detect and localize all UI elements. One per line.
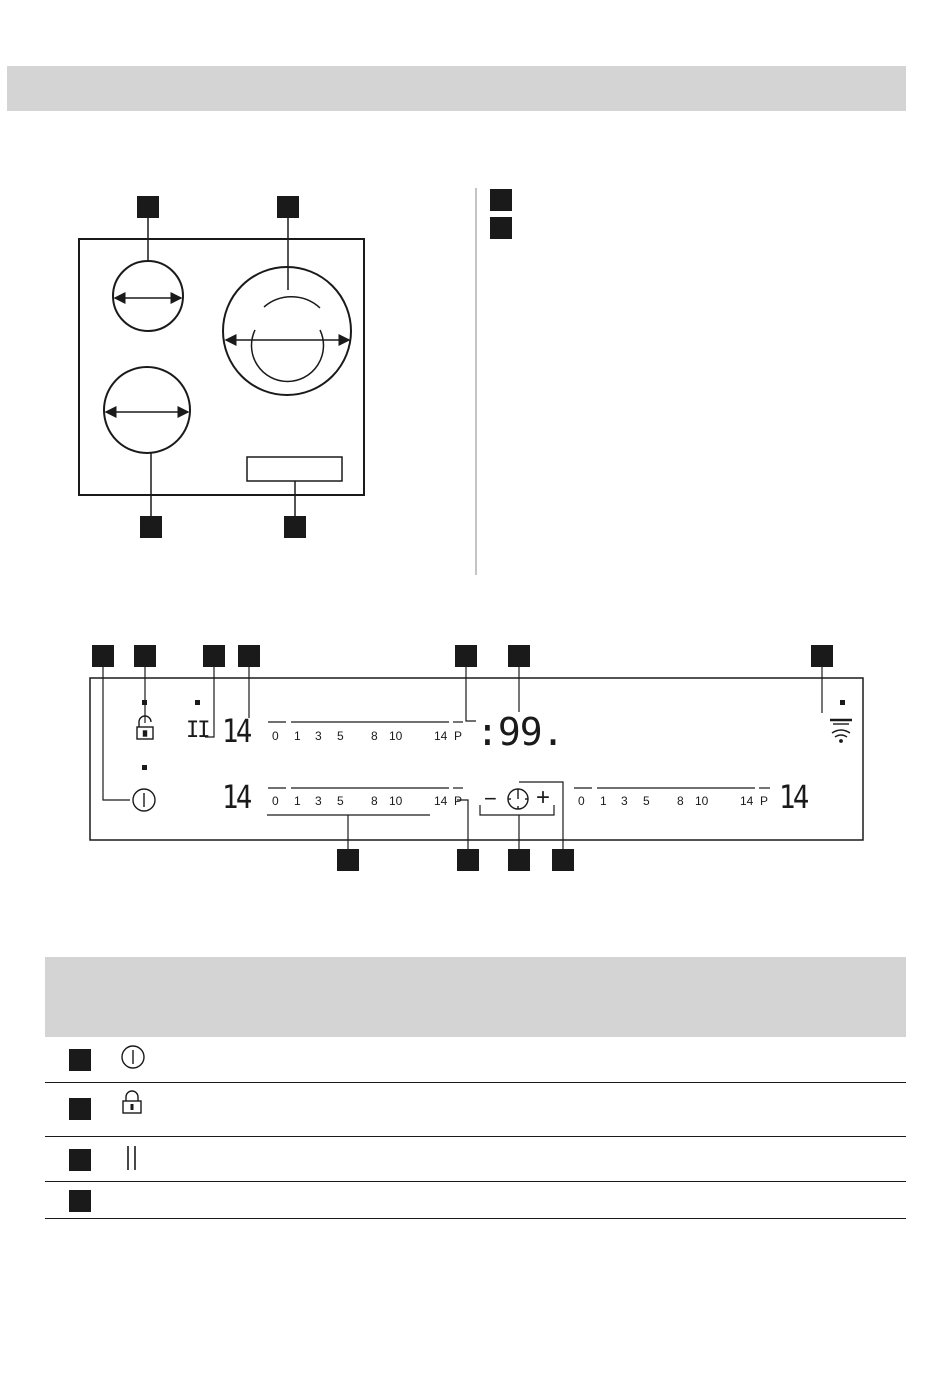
hob-to-hood-icon xyxy=(830,720,852,742)
table-header xyxy=(45,957,906,1037)
table-row xyxy=(45,1083,906,1137)
callout-badge-4 xyxy=(284,516,306,538)
panel-badge-7 xyxy=(811,645,833,667)
legend-badge-2 xyxy=(490,217,512,239)
row-badge xyxy=(69,1098,91,1120)
table-row xyxy=(45,1182,906,1219)
cooking-zone-dual xyxy=(223,267,351,395)
callout-badge-2 xyxy=(277,196,299,218)
table-row xyxy=(45,1037,906,1083)
hob-layout-diagram xyxy=(0,0,950,600)
legend-badge-1 xyxy=(490,189,512,211)
panel-badge-5 xyxy=(455,645,477,667)
panel-badge-3 xyxy=(203,645,225,667)
scale-label[interactable]: 0 xyxy=(578,794,585,808)
scale-label[interactable]: P xyxy=(454,729,463,743)
table-row xyxy=(45,1137,906,1182)
scale-label[interactable]: 0 xyxy=(272,794,279,808)
scale-label[interactable]: 3 xyxy=(621,794,628,808)
timer-plus-button[interactable]: + xyxy=(536,784,551,811)
row-badge xyxy=(69,1149,91,1171)
timer-display: :99. xyxy=(476,710,564,754)
row-badge xyxy=(69,1049,91,1071)
row-badge xyxy=(69,1190,91,1212)
scale-label[interactable]: 10 xyxy=(389,794,403,808)
scale-label[interactable]: 1 xyxy=(600,794,607,808)
timer-minus-button[interactable]: − xyxy=(484,786,497,811)
scale-label[interactable]: 3 xyxy=(315,794,322,808)
panel-badge-6 xyxy=(508,645,530,667)
scale-label[interactable]: 8 xyxy=(371,794,378,808)
control-panel-area xyxy=(247,457,342,481)
scale-label[interactable]: 10 xyxy=(695,794,709,808)
scale-label[interactable]: 14 xyxy=(740,794,754,808)
scale-label[interactable]: 8 xyxy=(371,729,378,743)
panel-badge-10 xyxy=(508,849,530,871)
cooking-zone-rear-left xyxy=(104,367,190,453)
scale-label[interactable]: P xyxy=(454,794,463,808)
callout-badge-3 xyxy=(140,516,162,538)
callout-badge-1 xyxy=(137,196,159,218)
scale-label[interactable]: 10 xyxy=(389,729,403,743)
scale-label[interactable]: 5 xyxy=(337,794,344,808)
scale-label[interactable]: 8 xyxy=(677,794,684,808)
panel-badge-11 xyxy=(552,849,574,871)
scale-label[interactable]: 3 xyxy=(315,729,322,743)
scale-label[interactable]: 5 xyxy=(337,729,344,743)
panel-badge-2 xyxy=(134,645,156,667)
power-icon xyxy=(120,1044,146,1070)
scale-label[interactable]: 0 xyxy=(272,729,279,743)
pause-icon xyxy=(125,1145,139,1171)
timer-icon[interactable] xyxy=(505,786,531,812)
lower-left-level-display: 14 xyxy=(222,778,250,816)
scale-label[interactable]: 1 xyxy=(294,729,301,743)
scale-label[interactable]: 5 xyxy=(643,794,650,808)
scale-label[interactable]: 14 xyxy=(434,794,448,808)
upper-level-display: 14 xyxy=(222,712,250,750)
scale-label[interactable]: 14 xyxy=(434,729,448,743)
panel-badge-8 xyxy=(337,849,359,871)
lock-icon xyxy=(120,1090,144,1116)
scale-label[interactable]: 1 xyxy=(294,794,301,808)
panel-badge-9 xyxy=(457,849,479,871)
panel-badge-4 xyxy=(238,645,260,667)
panel-badge-1 xyxy=(92,645,114,667)
power-icon xyxy=(133,789,155,811)
lower-right-level-display: 14 xyxy=(779,778,807,816)
pause-icon[interactable]: II xyxy=(186,718,209,743)
scale-label[interactable]: P xyxy=(760,794,769,808)
cooking-zone-front-left-top xyxy=(113,261,183,331)
